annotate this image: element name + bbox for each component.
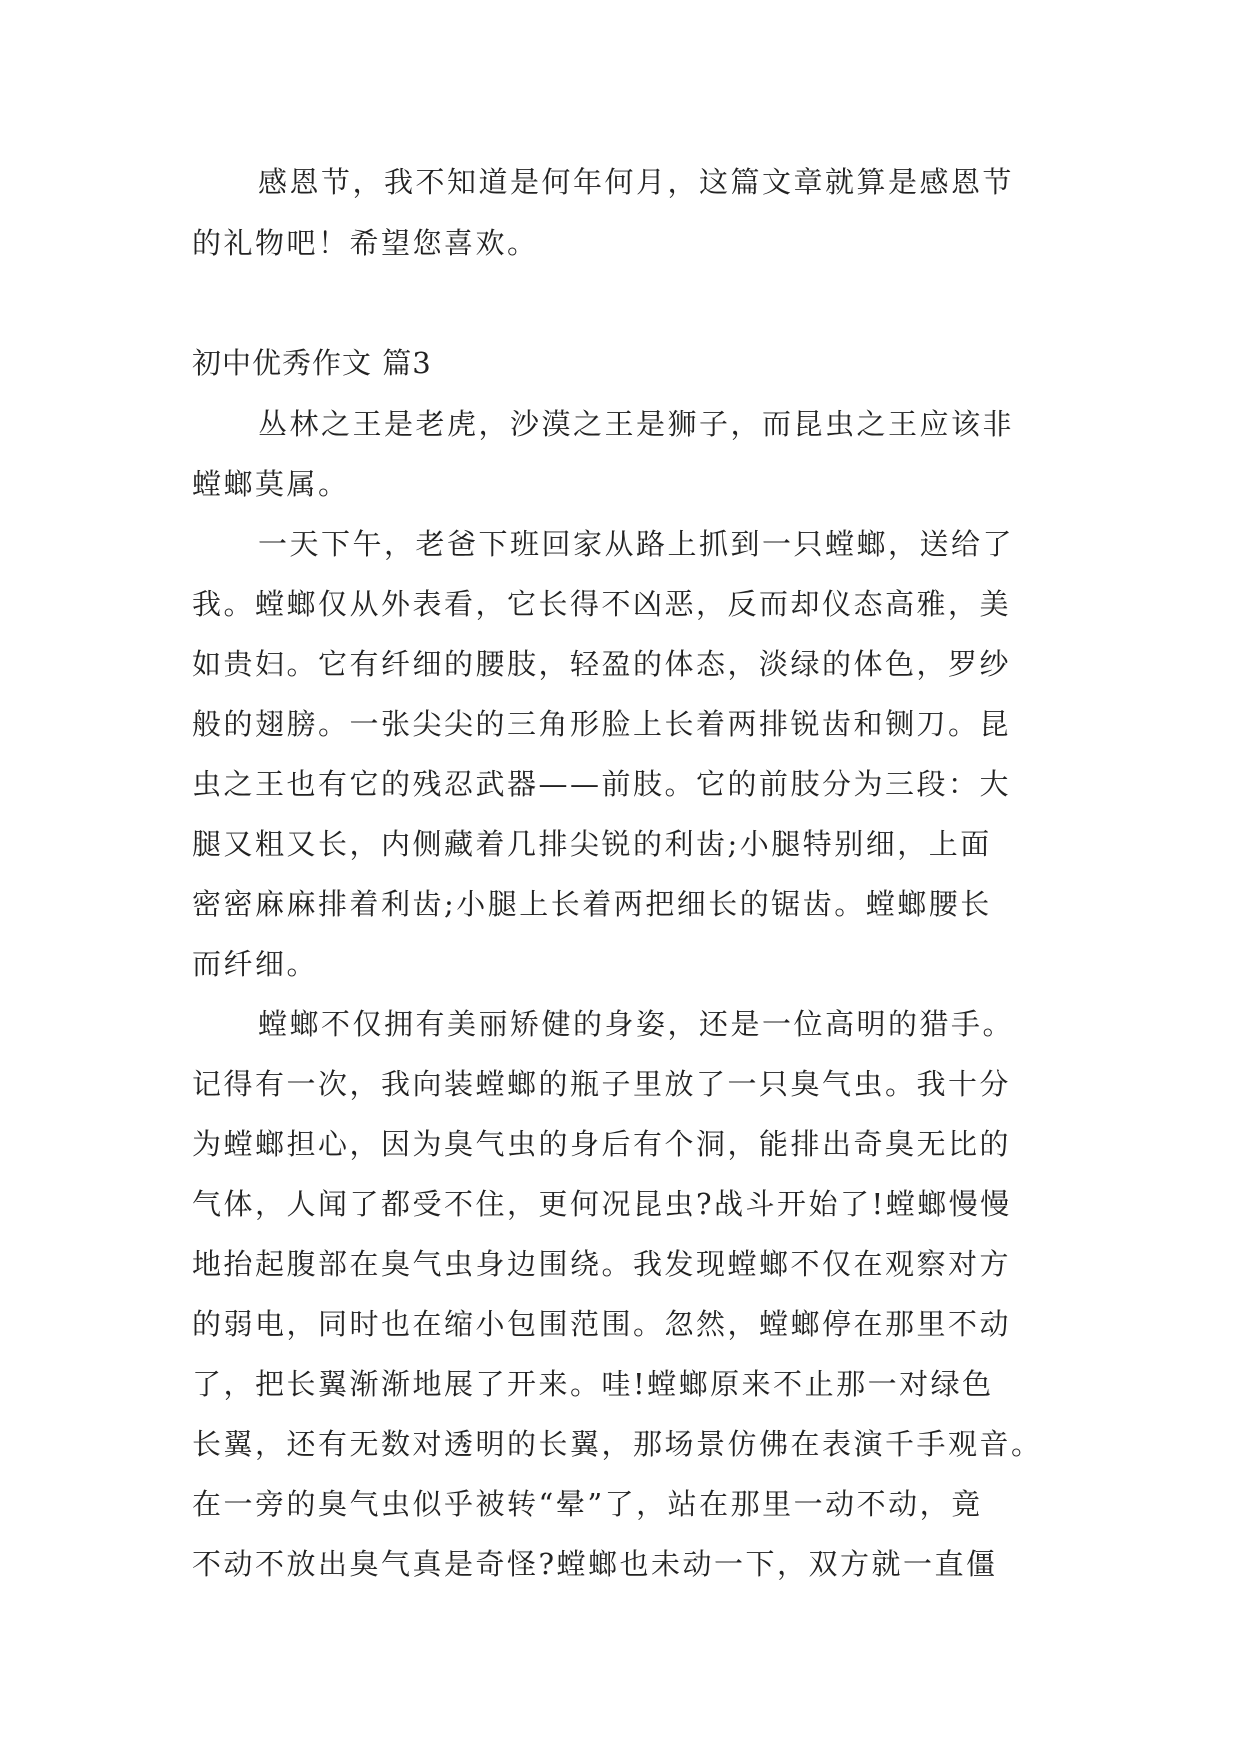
paragraph-line: 记得有一次，我向装螳螂的瓶子里放了一只臭气虫。我十分 [192, 1067, 1012, 1101]
paragraph-line: 一天下午，老爸下班回家从路上抓到一只螳螂，送给了 [258, 527, 1015, 561]
paragraph-line: 地抬起腹部在臭气虫身边围绕。我发现螳螂不仅在观察对方 [192, 1247, 1012, 1281]
paragraph-line: 气体，人闻了都受不住，更何况昆虫?战斗开始了!螳螂慢慢 [192, 1187, 1012, 1221]
paragraph-line: 如贵妇。它有纤细的腰肢，轻盈的体态，淡绿的体色，罗纱 [192, 647, 1012, 681]
paragraph-line: 而纤细。 [192, 947, 319, 981]
paragraph-line: 虫之王也有它的残忍武器——前肢。它的前肢分为三段：大 [192, 767, 1012, 801]
paragraph-line: 了，把长翼渐渐地展了开来。哇!螳螂原来不止那一对绿色 [192, 1367, 994, 1401]
paragraph-line: 腿又粗又长，内侧藏着几排尖锐的利齿;小腿特别细，上面 [192, 827, 992, 861]
paragraph-line: 丛林之王是老虎，沙漠之王是狮子，而昆虫之王应该非 [258, 407, 1015, 441]
paragraph-line: 般的翅膀。一张尖尖的三角形脸上长着两排锐齿和铡刀。昆 [192, 707, 1012, 741]
paragraph-line: 密密麻麻排着利齿;小腿上长着两把细长的锯齿。螳螂腰长 [192, 887, 992, 921]
paragraph-line: 为螳螂担心，因为臭气虫的身后有个洞，能排出奇臭无比的 [192, 1127, 1012, 1161]
paragraph-line: 我。螳螂仅从外表看，它长得不凶恶，反而却仪态高雅，美 [192, 587, 1012, 621]
paragraph-line: 的弱电，同时也在缩小包围范围。忽然，螳螂停在那里不动 [192, 1307, 1012, 1341]
paragraph-line: 螳螂莫属。 [192, 467, 350, 501]
paragraph-line: 长翼，还有无数对透明的长翼，那场景仿佛在表演千手观音。 [192, 1427, 1043, 1461]
paragraph-line: 在一旁的臭气虫似乎被转“晕”了，站在那里一动不动，竟 [192, 1487, 983, 1521]
paragraph-line: 的礼物吧！希望您喜欢。 [192, 226, 539, 260]
paragraph-line: 不动不放出臭气真是奇怪?螳螂也未动一下，双方就一直僵 [192, 1547, 998, 1581]
paragraph-line: 螳螂不仅拥有美丽矫健的身姿，还是一位高明的猎手。 [258, 1007, 1015, 1041]
section-heading: 初中优秀作文 篇3 [192, 346, 432, 380]
paragraph-line: 感恩节，我不知道是何年何月，这篇文章就算是感恩节 [258, 165, 1015, 199]
